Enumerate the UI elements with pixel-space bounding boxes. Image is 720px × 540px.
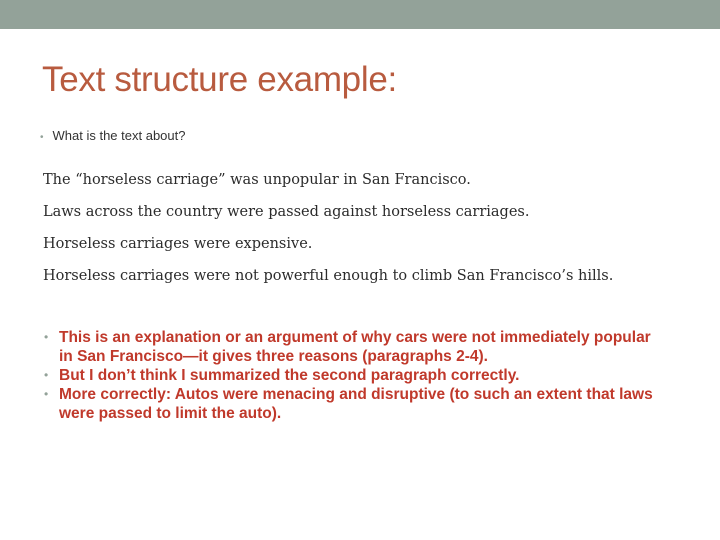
bullet-text: More correctly: Autos were menacing and disruptive (to such an extent that laws were passed to limit the auto). [59, 386, 653, 422]
bullet-dot-icon: • [44, 387, 49, 401]
summary-line: Horseless carriages were not powerful enough to climb San Francisco’s hills. [43, 268, 614, 284]
summary-line: The “horseless carriage” was unpopular in San Francisco. [43, 172, 471, 188]
summary-line: Laws across the country were passed against horseless carriages. [43, 204, 530, 220]
bullet-dot-icon: • [40, 132, 44, 143]
bullet-text: But I don’t think I summarized the second paragraph correctly. [59, 367, 520, 384]
slide-title: Text structure example: [42, 60, 397, 99]
question-bullet [40, 128, 185, 143]
bullet-dot-icon: • [44, 368, 49, 382]
summary-lines [43, 168, 613, 296]
explanation-bullets [44, 328, 664, 423]
question-text: What is the text about? [52, 128, 186, 143]
explanation-bullet [44, 385, 664, 423]
summary-line: Horseless carriages were expensive. [43, 236, 313, 252]
bullet-text: This is an explanation or an argument of why cars were not immediately popular in San Francisco—it gives three reasons (paragraphs 2-4). [59, 329, 651, 365]
explanation-bullet [44, 328, 664, 366]
bullet-dot-icon: • [44, 330, 49, 344]
top-banner [0, 0, 720, 29]
explanation-bullet [44, 366, 664, 385]
